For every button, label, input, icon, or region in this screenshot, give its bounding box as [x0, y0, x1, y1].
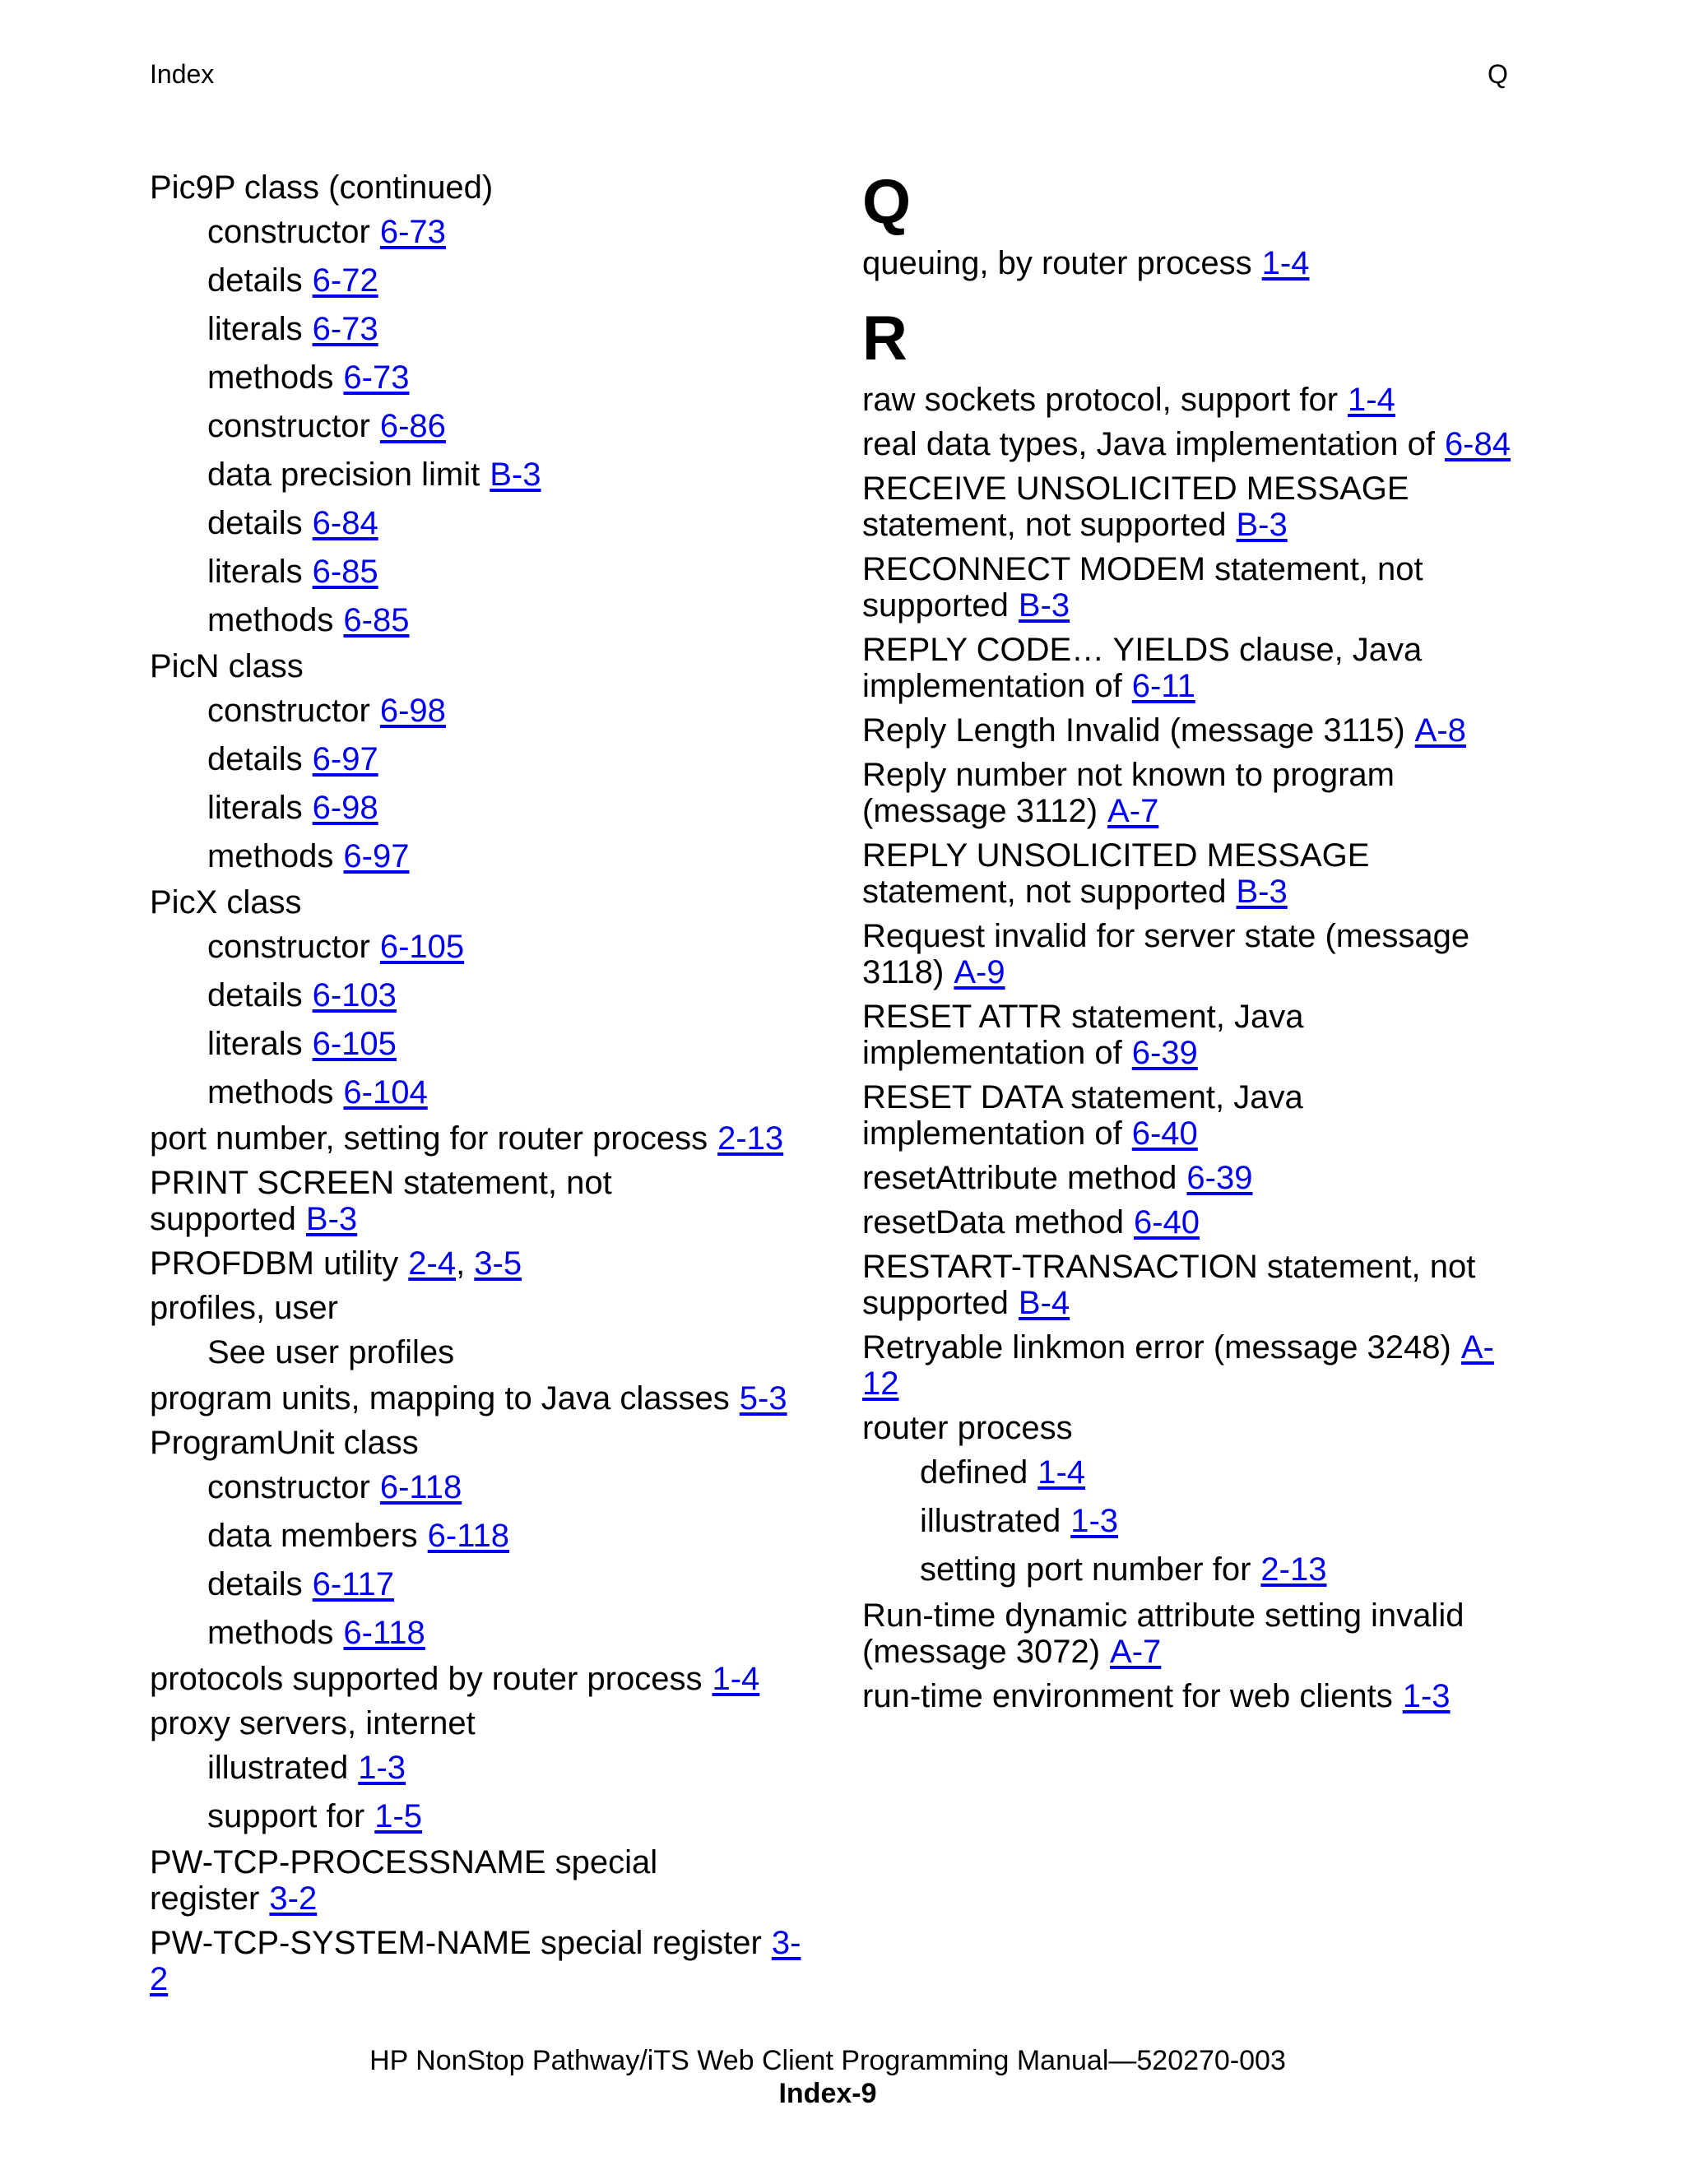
page-ref-link[interactable]: 6-117: [312, 1566, 394, 1602]
index-term: data members: [207, 1518, 418, 1554]
page-ref-link[interactable]: 1-4: [1037, 1454, 1086, 1491]
index-entry: [862, 245, 1520, 281]
page-refs: [313, 1566, 394, 1602]
page-refs: [380, 693, 446, 729]
index-term: RESET ATTR statement, Java implementation of: [862, 999, 1304, 1071]
index-term: REPLY CODE… YIELDS clause, Java implementation of: [862, 632, 1423, 704]
page-ref-link[interactable]: B-3: [490, 457, 541, 493]
page-ref-link[interactable]: 6-84: [312, 505, 378, 541]
page-ref-link[interactable]: 6-73: [379, 214, 446, 250]
index-term: literals: [207, 311, 303, 347]
page-refs: [1070, 1503, 1118, 1539]
page-refs: [343, 1074, 427, 1111]
page-footer: [0, 2044, 1655, 2110]
page-refs: [380, 408, 446, 444]
index-entry: [150, 1661, 808, 1697]
index-term: methods: [207, 838, 334, 874]
index-subentry: [207, 214, 808, 250]
index-entry: [862, 426, 1520, 462]
page-refs: [1037, 1454, 1085, 1491]
page-ref-link[interactable]: 3-5: [474, 1245, 522, 1282]
index-term: Reply number not known to program (message 3112): [862, 757, 1395, 829]
index-term: proxy servers, internet: [150, 1705, 476, 1741]
footer-page-number: Index-9: [778, 2078, 877, 2109]
index-entry: [862, 1597, 1520, 1670]
index-term: PROFDBM utility: [150, 1245, 399, 1282]
index-term: constructor: [207, 408, 370, 444]
index-subentry: [207, 1469, 808, 1505]
index-term: PRINT SCREEN statement, not supported: [150, 1165, 612, 1237]
index-term: raw sockets protocol, support for: [862, 382, 1339, 418]
index-term: details: [207, 741, 303, 777]
page-refs: [1132, 1115, 1198, 1152]
index-term: constructor: [207, 693, 370, 729]
index-term: queuing, by router process: [862, 245, 1252, 281]
page-refs: [313, 311, 378, 347]
index-subentry: [207, 741, 808, 777]
index-entry: [862, 1410, 1520, 1446]
index-subentry: [920, 1503, 1520, 1539]
page-refs: [712, 1661, 759, 1697]
index-entry: [862, 1204, 1520, 1240]
index-subentry: [207, 838, 808, 874]
page-ref-link[interactable]: 6-40: [1131, 1115, 1198, 1152]
page-ref-link[interactable]: 6-104: [343, 1074, 428, 1111]
page-refs: [740, 1380, 787, 1417]
page-refs: [313, 262, 378, 299]
index-subentry: [207, 693, 808, 729]
index-subentry: [207, 505, 808, 541]
index-subentry: [207, 457, 808, 493]
page-refs: [313, 554, 378, 590]
index-subentry: [207, 602, 808, 638]
page-ref-link[interactable]: 2-4: [408, 1245, 457, 1282]
index-term: PW-TCP-SYSTEM-NAME special register: [150, 1925, 762, 1961]
page-refs: [380, 1469, 462, 1505]
index-entry: [150, 169, 808, 206]
index-subentry: [207, 1026, 808, 1062]
index-term: methods: [207, 1615, 334, 1651]
page-ref-link[interactable]: 1-4: [712, 1661, 760, 1697]
index-term: defined: [920, 1454, 1028, 1491]
index-term: program units, mapping to Java classes: [150, 1380, 730, 1417]
page-refs: [1262, 245, 1310, 281]
index-term: details: [207, 262, 303, 299]
index-entry: [150, 1844, 808, 1917]
page-ref-link[interactable]: 6-97: [312, 741, 378, 777]
page-ref-link[interactable]: 6-86: [379, 408, 446, 444]
page-refs: [717, 1120, 783, 1157]
page-ref-link[interactable]: 6-84: [1444, 426, 1511, 462]
index-entry: [862, 382, 1520, 418]
index-term: See user profiles: [207, 1334, 455, 1370]
index-term: PW-TCP-PROCESSNAME special register: [150, 1844, 658, 1917]
index-term: port number, setting for router process: [150, 1120, 708, 1157]
page-ref-link[interactable]: B-3: [1236, 874, 1288, 910]
index-entry: [862, 1079, 1520, 1152]
page-ref-link[interactable]: 6-103: [312, 977, 397, 1013]
page-refs: [343, 1615, 425, 1651]
index-entry: [862, 712, 1520, 749]
page-refs: [343, 359, 409, 396]
index-term: details: [207, 505, 303, 541]
page-ref-link[interactable]: 6-85: [312, 554, 378, 590]
index-subentry: [207, 408, 808, 444]
page-refs: [269, 1880, 317, 1917]
page-ref-link[interactable]: 5-3: [739, 1380, 787, 1417]
page-refs: [490, 457, 541, 493]
page-refs: 2-4, 3-5: [408, 1245, 522, 1282]
page-ref-link[interactable]: 3-2: [150, 1925, 801, 1997]
index-term: resetAttribute method: [862, 1160, 1177, 1196]
page-ref-link[interactable]: 1-3: [1402, 1678, 1451, 1714]
index-subentry: [207, 1518, 808, 1554]
index-entry: [150, 884, 808, 920]
index-term: support for: [207, 1798, 365, 1834]
index-entry: [862, 918, 1520, 990]
index-entry: [862, 1249, 1520, 1321]
index-entry: [862, 1160, 1520, 1196]
page-ref-link[interactable]: 6-39: [1131, 1035, 1198, 1071]
index-entry: [150, 648, 808, 684]
page-ref-link[interactable]: 6-118: [427, 1518, 510, 1554]
index-term: literals: [207, 1026, 303, 1062]
index-entry: [862, 632, 1520, 704]
index-term: Pic9P class (continued): [150, 169, 494, 206]
page-ref-link[interactable]: 6-118: [379, 1469, 462, 1505]
page-refs: [343, 602, 409, 638]
index-entry: [862, 837, 1520, 910]
page-ref-link[interactable]: 1-3: [1070, 1503, 1119, 1539]
index-entry: [862, 999, 1520, 1071]
index-subentry: [207, 554, 808, 590]
index-entry: [862, 1678, 1520, 1714]
page-refs: [1134, 1204, 1200, 1240]
page-refs: [1237, 874, 1288, 910]
index-subentry: [207, 262, 808, 299]
page-refs: [1019, 587, 1070, 624]
index-term: REPLY UNSOLICITED MESSAGE statement, not supported: [862, 837, 1370, 910]
page-refs: [306, 1201, 357, 1237]
page-refs: [374, 1798, 422, 1834]
index-term: constructor: [207, 1469, 370, 1505]
index-entry: [150, 1380, 808, 1417]
index-subentry: [920, 1454, 1520, 1491]
page-ref-link[interactable]: 6-73: [343, 359, 410, 396]
page-refs: [313, 1026, 397, 1062]
index-entry: [150, 1705, 808, 1741]
page-ref-link[interactable]: 6-105: [379, 929, 465, 965]
running-header-right: Q: [1488, 59, 1508, 89]
index-term: RESET DATA statement, Java implementation of: [862, 1079, 1303, 1152]
index-term: methods: [207, 1074, 334, 1111]
index-entry: [150, 1245, 808, 1282]
index-column-left: [150, 169, 808, 2005]
page-ref-link[interactable]: A-12: [862, 1329, 1494, 1402]
footer-manual-title: HP NonStop Pathway/iTS Web Client Programming Manual—520270-003: [369, 2045, 1286, 2076]
page-refs: [313, 790, 378, 826]
page-ref-link[interactable]: 6-39: [1186, 1160, 1253, 1196]
page-refs: [1237, 507, 1288, 543]
page-ref-link[interactable]: A-7: [1107, 793, 1159, 829]
index-subentry: [207, 1334, 808, 1370]
page-ref-link[interactable]: 1-3: [358, 1750, 406, 1786]
index-term: PicN class: [150, 648, 304, 684]
index-entry: [150, 1425, 808, 1461]
page-refs: [1415, 712, 1466, 749]
page-ref-link[interactable]: 6-40: [1133, 1204, 1200, 1240]
page-refs: [1132, 1035, 1198, 1071]
index-term: Run-time dynamic attribute setting invalid (message 3072): [862, 1597, 1465, 1670]
index-column-right: [862, 169, 1520, 1723]
index-subentry: [207, 359, 808, 396]
page-refs: [954, 954, 1005, 990]
index-subentry: [207, 311, 808, 347]
running-header-left: Index: [150, 59, 215, 89]
index-subentry: [207, 929, 808, 965]
page-ref-link[interactable]: 6-85: [343, 602, 410, 638]
page-ref-link[interactable]: 6-98: [312, 790, 378, 826]
page-refs: [1445, 426, 1511, 462]
index-term: protocols supported by router process: [150, 1661, 703, 1697]
page-ref-link[interactable]: 6-98: [379, 693, 446, 729]
index-subentry: [920, 1551, 1520, 1588]
index-subentry: [207, 977, 808, 1013]
page-refs: [428, 1518, 509, 1554]
index-term: Reply Length Invalid (message 3115): [862, 712, 1405, 749]
page-ref-link[interactable]: A-8: [1414, 712, 1466, 749]
page-ref-link[interactable]: 6-11: [1131, 668, 1195, 704]
page-ref-link[interactable]: 6-97: [343, 838, 410, 874]
index-term: constructor: [207, 929, 370, 965]
page-ref-link[interactable]: 6-105: [312, 1026, 397, 1062]
page-ref-link[interactable]: B-3: [1236, 507, 1288, 543]
index-term: Retryable linkmon error (message 3248): [862, 1329, 1451, 1366]
index-subentry: [207, 1798, 808, 1834]
page-refs: [313, 977, 397, 1013]
page-ref-link[interactable]: 2-13: [1260, 1551, 1327, 1588]
index-term: RESTART-TRANSACTION statement, not supported: [862, 1249, 1476, 1321]
index-entry: [150, 1120, 808, 1157]
index-entry: [150, 1165, 808, 1237]
index-entry: [862, 1329, 1520, 1402]
page-ref-link[interactable]: 2-13: [717, 1120, 784, 1157]
index-entry: [862, 757, 1520, 829]
index-term: details: [207, 977, 303, 1013]
index-term: ProgramUnit class: [150, 1425, 419, 1461]
page-refs: [1110, 1634, 1161, 1670]
index-term: resetData method: [862, 1204, 1124, 1240]
index-entry: [150, 1925, 808, 1997]
index-term: constructor: [207, 214, 370, 250]
page-refs: [343, 838, 409, 874]
page-ref-link[interactable]: 1-5: [374, 1798, 423, 1834]
index-term: details: [207, 1566, 303, 1602]
page-ref-link[interactable]: B-3: [1018, 587, 1070, 624]
index-term: data precision limit: [207, 457, 480, 493]
index-term: real data types, Java implementation of: [862, 426, 1435, 462]
index-subentry: [207, 1750, 808, 1786]
page-refs: [1260, 1551, 1326, 1588]
index-term: run-time environment for web clients: [862, 1678, 1393, 1714]
page-refs: [313, 741, 378, 777]
index-entry: [862, 471, 1520, 543]
page-ref-link[interactable]: A-9: [954, 954, 1005, 990]
index-term: setting port number for: [920, 1551, 1251, 1588]
page-ref-link[interactable]: 3-2: [269, 1880, 318, 1917]
page-ref-link[interactable]: 6-118: [343, 1615, 425, 1651]
index-term: Request invalid for server state (message 3118): [862, 918, 1470, 990]
index-term: RECONNECT MODEM statement, not supported: [862, 551, 1423, 624]
page-refs: [1403, 1678, 1451, 1714]
page-ref-link[interactable]: 1-4: [1261, 245, 1310, 281]
page-ref-link[interactable]: A-7: [1110, 1634, 1162, 1670]
page-ref-link[interactable]: B-3: [305, 1201, 358, 1237]
page-refs: [1019, 1285, 1070, 1321]
index-term: methods: [207, 602, 334, 638]
index-term: illustrated: [207, 1750, 349, 1786]
page-ref-link[interactable]: 6-72: [312, 262, 378, 299]
index-subentry: [207, 790, 808, 826]
index-term: illustrated: [920, 1503, 1061, 1539]
index-term: literals: [207, 554, 303, 590]
page-ref-link[interactable]: 6-73: [312, 311, 378, 347]
index-subentry: [207, 1566, 808, 1602]
page-refs: [1348, 382, 1395, 418]
page-refs: [1132, 668, 1195, 704]
section-heading-r: R: [862, 304, 907, 373]
index-term: methods: [207, 359, 334, 396]
index-entry: [150, 1290, 808, 1326]
page-refs: [380, 929, 464, 965]
index-subentry: [207, 1615, 808, 1651]
index-term: PicX class: [150, 884, 302, 920]
index-term: router process: [862, 1410, 1073, 1446]
section-heading-q: Q: [862, 167, 912, 237]
page-ref-link[interactable]: 1-4: [1348, 382, 1395, 418]
page-refs: [1107, 793, 1158, 829]
page-refs: [358, 1750, 406, 1786]
page-ref-link[interactable]: B-4: [1018, 1285, 1070, 1321]
index-term: profiles, user: [150, 1290, 338, 1326]
index-term: literals: [207, 790, 303, 826]
page-refs: [313, 505, 378, 541]
page-refs: [380, 214, 446, 250]
index-term: RECEIVE UNSOLICITED MESSAGE statement, not supported: [862, 471, 1409, 543]
index-subentry: [207, 1074, 808, 1111]
page-refs: [1186, 1160, 1252, 1196]
index-entry: [862, 551, 1520, 624]
